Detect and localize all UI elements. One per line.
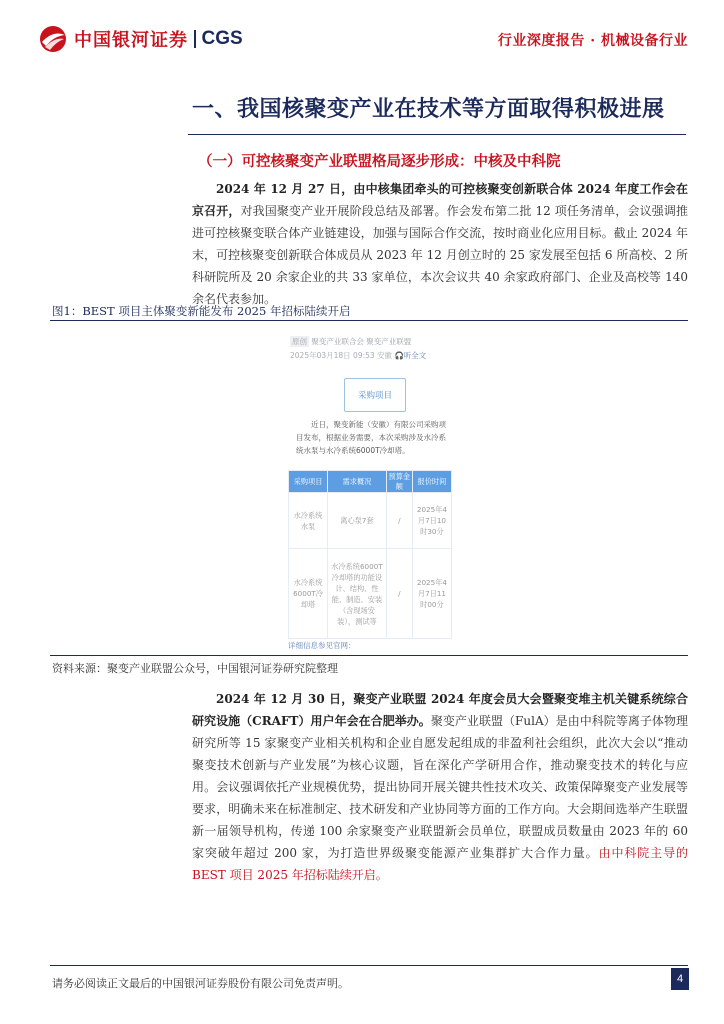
logo-divider [194, 30, 196, 48]
post-footer-link[interactable]: 详细信息参见官网： [288, 641, 356, 650]
report-type: 行业深度报告 · 机械设备行业 [497, 33, 688, 49]
wechat-post-screenshot [288, 322, 452, 652]
procurement-table [288, 470, 452, 639]
table-cell: 2025年4月7日11时00分 [412, 549, 451, 639]
post-datetime-line [290, 350, 426, 361]
paragraph-2 [192, 688, 688, 886]
headphone-icon: 🎧 [394, 351, 404, 360]
table-row [289, 549, 452, 639]
post-account: 聚变产业联合会 [311, 337, 364, 346]
paragraph-2-highlight: 由中科院主导的 BEST 项目 2025 年招标陆续开启。 [192, 846, 688, 882]
table-header-cell: 报价时间 [412, 471, 451, 493]
table-cell: 2025年4月7日10时30分 [412, 493, 451, 549]
post-account-2: 聚变产业联盟 [366, 337, 412, 346]
company-logo [38, 24, 243, 54]
original-tag: 原创 [292, 337, 307, 346]
page-header [0, 0, 724, 70]
galaxy-logo-icon [38, 24, 68, 54]
table-cell: / [386, 493, 412, 549]
section-subtitle: （一）可控核聚变产业联盟格局逐步形成：中核及中科院 [198, 153, 561, 170]
section-title: 一、我国核聚变产业在技术等方面取得积极进展 [192, 96, 665, 122]
table-header-cell: 预算金额 [386, 471, 412, 493]
disclaimer: 请务必阅读正文最后的中国银河证券股份有限公司免责声明。 [52, 977, 349, 990]
figure-caption: 图1：BEST 项目主体聚变新能发布 2025 年招标陆续开启 [52, 304, 351, 318]
post-location: 安徽 [377, 351, 393, 360]
table-cell: 水冷系统6000T冷却塔的功能设计、结构、性能、制造、安装（含现场安装），测试等 [328, 549, 387, 639]
page-number: 4 [671, 968, 689, 990]
listen-button[interactable] [394, 351, 426, 360]
logo-name: 中国银河证券 [74, 30, 188, 51]
paragraph-1-lead: 2024 年 12 月 27 日，由中核集团牵头的可控核聚变创新联合体 2024 年度工作会在京召开， [192, 182, 688, 218]
procurement-badge: 采购项目 [344, 378, 406, 412]
paragraph-2-body: 聚变产业联盟（FulA）是由中科院等离子体物理研究所等 15 家聚变产业相关机构和企业自愿发起组成的非盈利社会组织，此次大会以“推动聚变技术创新与产业发展”为核心议题，旨在深化产学研用合作，推动聚变技术的转化与应用。会议强调依托产业规模优势，提出协同开展关键共性技术攻关、政策保障聚变产业发展等要求，明确未来在标准制定、技术研发和产业协同等方面的工作方向。大会期间选举产生联盟新一届领导机构，传递 100 余家聚变产业联盟新会员单位，联盟成员数量由 2023 年的 60 家突破年超过 200 家，为打造世界级聚变能源产业集群扩大合作力量。 [192, 714, 688, 860]
paragraph-1 [192, 178, 688, 310]
paragraph-2-lead: 2024 年 12 月 30 日，聚变产业联盟 2024 年度会员大会暨聚变堆主机关键系统综合研究设施（CRAFT）用户年会在合肥举办。 [192, 692, 688, 728]
paragraph-1-body: 对我国聚变产业开展阶段总结及部署。作会发布第二批 12 项任务清单，会议强调推进可控核聚变联合体产业链建设，加强与国际合作交流，按时商业化应用目标。截止 2024 年末，可控核聚变创新联合体成员从 2023 年 12 月创立时的 25 家发展至包括 6 所高校、2 所科研院所及 20 余家企业的共 33 家单位，本次会议共 40 余家政府部门、企业及高校等 140 余名代表参加。 [192, 204, 688, 306]
figure-source: 资料来源：聚变产业联盟公众号，中国银河证券研究院整理 [52, 662, 338, 675]
footer-rule [50, 965, 688, 966]
table-cell: 离心泵7套 [328, 493, 387, 549]
table-cell: 水冷系统6000T冷却塔 [289, 549, 328, 639]
table-header-cell: 需求概况 [328, 471, 387, 493]
logo-english: CGS [201, 28, 243, 49]
figure-top-rule [50, 320, 688, 321]
figure-bottom-rule [50, 655, 688, 656]
table-header-row [289, 471, 452, 493]
post-datetime: 2025年03月18日 09:53 [290, 351, 375, 360]
post-account-line [290, 336, 411, 347]
table-cell: / [386, 549, 412, 639]
table-header-cell: 采购项目 [289, 471, 328, 493]
table-cell: 水冷系统水泵 [289, 493, 328, 549]
title-divider [188, 134, 686, 135]
listen-label: 听全文 [403, 351, 427, 360]
table-row [289, 493, 452, 549]
post-intro: 近日，聚变新能（安徽）有限公司采购项目发布，根据业务需要，本次采购涉及水冷系统水泵与水冷系统6000T冷却塔。 [296, 420, 446, 455]
